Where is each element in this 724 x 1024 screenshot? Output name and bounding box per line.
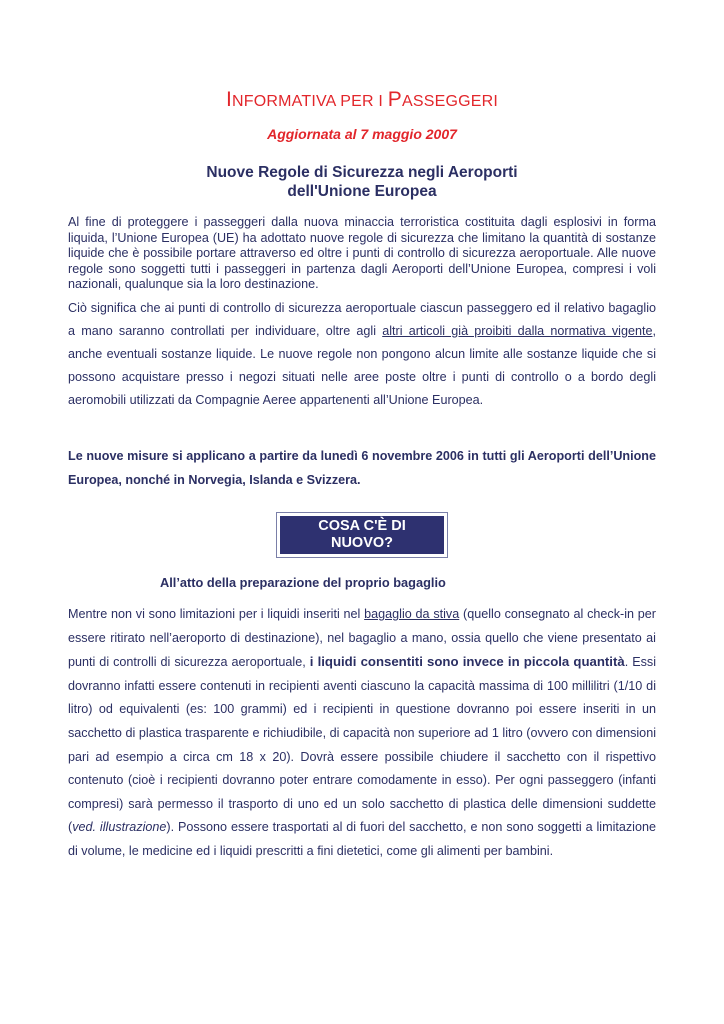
controls-text-before: Ciò significa che ai punti di controllo di sicurezza aeroportuale ciascun passeggero ed il relativo bagaglio a mano saranno controllati per individuare, oltre agli [68, 301, 656, 338]
baggage-paragraph [68, 603, 656, 864]
title-rest-2: ASSEGGERI [401, 93, 499, 110]
updated-date: Aggiornata al 7 maggio 2007 [267, 126, 457, 142]
title-cap-1: I [225, 88, 233, 111]
whats-new-banner [280, 516, 444, 554]
baggage-text-1: Mentre non vi sono limitazioni per i liquidi inseriti nel [68, 607, 365, 621]
small-quantity-emphasis: i liquidi consentiti sono invece in piccola quantità [309, 654, 625, 670]
hold-baggage-link[interactable]: bagaglio da stiva [364, 607, 460, 621]
controls-text-after: , anche eventuali sostanze liquide. Le nuove regole non pongono alcun limite alle sostanze liquide che si possono acquistare presso i negozi situati nelle aree poste oltre i punti di controllo o a bordo degli aeromobili utilizzati da Compagnie Aeree appartenenti all’Unione Europea. [68, 324, 656, 407]
title-rest-1: NFORMATIVA PER I [232, 93, 388, 110]
baggage-text-2: (quello consegnato al check-in per essere ritirato nell’aeroporto di destinazione), nel bagaglio a mano, ossia quello che viene presentato ai punti di controlli di sicurezza aeroportuale, [68, 607, 656, 670]
baggage-text-3: . Essi dovranno infatti essere contenuti in recipienti aventi ciascuno la capacità massima di 100 millilitri (1/10 di litro) od equivalenti (es: 100 grammi) ed i recipienti in questione dovranno poi essere inseriti in un sacchetto di plastica trasparente e richiudibile, di capacità non superiore ad 1 litro (ovvero con dimensioni pari ad esempio a circa cm 18 x 20). Dovrà essere possibile chiudere il sacchetto con il rispettivo contenuto (cioè i recipienti dovranno poter entrare comodamente in esso). Per ogni passeggero (infanti compresi) sarà permesso il trasporto di uno ed un solo sacchetto di plastica delle dimensioni suddette ( [68, 655, 656, 835]
illustration-reference: ved. illustrazione [72, 820, 167, 835]
whats-new-line-1: COSA C'È DI [318, 518, 406, 534]
page-title [0, 88, 724, 112]
section-heading: All’atto della preparazione del proprio bagaglio [160, 575, 446, 590]
whats-new-line-2: NUOVO? [330, 535, 394, 551]
prohibited-items-link[interactable]: altri articoli già proibiti dalla normativa vigente [382, 324, 653, 338]
notice-paragraph: Le nuove misure si applicano a partire da lunedì 6 novembre 2006 in tutti gli Aeroporti dell’Unione Europea, nonché in Norvegia, Islanda e Svizzera. [68, 449, 656, 487]
controls-paragraph [68, 297, 656, 412]
baggage-text-4: ). Possono essere trasportati al di fuori del sacchetto, e non sono soggetti a limitazione di volume, le medicine ed i liquidi prescritti a fini dietetici, come gli alimenti per bambini. [68, 820, 656, 858]
subtitle [0, 163, 724, 201]
title-cap-2: P [387, 88, 402, 111]
whats-new-box [276, 512, 448, 558]
subtitle-line-1: Nuove Regole di Sicurezza negli Aeroporti [206, 164, 518, 181]
subtitle-line-2: dell'Unione Europea [287, 183, 437, 200]
intro-paragraph: Al fine di proteggere i passeggeri dalla nuova minaccia terroristica costituita dagli esplosivi in forma liquida, l’Unione Europea (UE) ha adottato nuove regole di sicurezza che limitano la quantità di sostanze liquide che è possibile portare attraverso ed oltre i punti di controllo di sicurezza aeroportuale. Alle nuove regole sono soggetti tutti i passeggeri in partenza dagli Aeroporti dell’Unione Europea, compresi i voli nazionali, qualunque sia la loro destinazione. [68, 215, 656, 291]
